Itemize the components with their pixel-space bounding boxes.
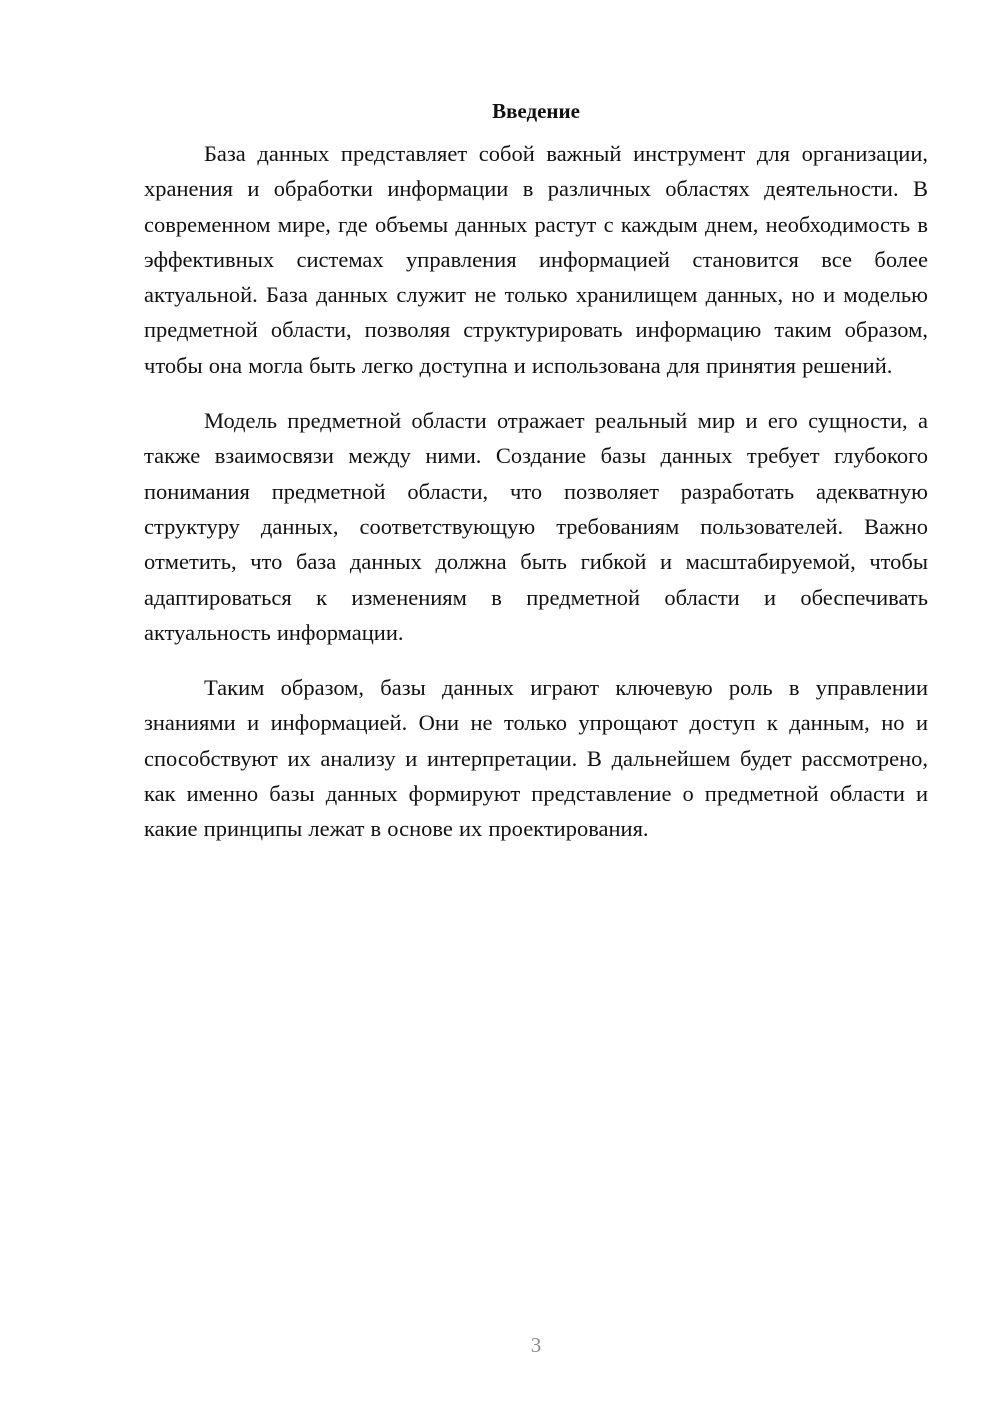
paragraph-1: База данных представляет собой важный инструмент для организации, хранения и обработки информации в различных областях деятельности. В современном мире, где объемы данных растут с каждым днем, необходимость в эффективных системах управления информацией становится все более актуальной. База данных служит не только хранилищем данных, но и моделью предметной области, позволяя структурировать информацию таким образом, чтобы она могла быть легко доступна и использована для принятия решений.: [144, 141, 928, 378]
page-number: 3: [530, 1333, 542, 1357]
page-content: [144, 96, 928, 867]
section-title: Введение: [492, 99, 580, 123]
paragraph-2: Модель предметной области отражает реальный мир и его сущности, а также взаимосвязи между ними. Создание базы данных требует глубокого понимания предметной области, что позволяет разработать адекватную структуру данных, соответствующую требованиям пользователей. Важно отметить, что база данных должна быть гибкой и масштабируемой, чтобы адаптироваться к изменениям в предметной области и обеспечивать актуальность информации.: [144, 408, 928, 645]
paragraph-3: Таким образом, базы данных играют ключевую роль в управлении знаниями и информацией. Они не только упрощают доступ к данным, но и способствуют их анализу и интерпретации. В дальнейшем будет рассмотрено, как именно базы данных формируют представление о предметной области и какие принципы лежат в основе их проектирования.: [144, 675, 928, 842]
